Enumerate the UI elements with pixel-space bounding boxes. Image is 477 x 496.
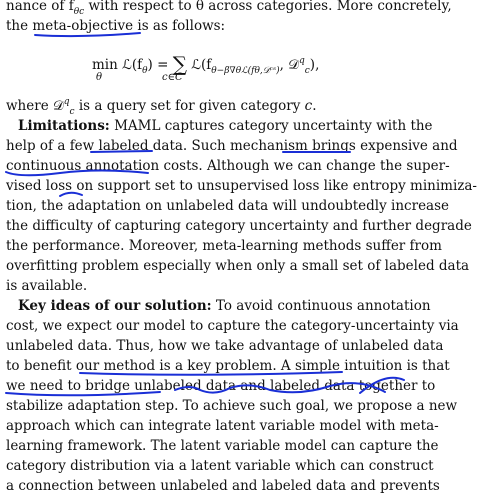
text-line: help of a few labeled data. Such mechanism brings expensive and (6, 138, 458, 154)
text-line: where 𝒟$^q_c$ is a query set for given category c. (6, 97, 317, 117)
limitations-line: Limitations: MAML captures category uncertainty with the (18, 118, 433, 134)
text-line: tion, the adaptation on unlabeled data will undoubtedly increase (6, 198, 450, 214)
text-line: is available. (6, 278, 88, 294)
text-line: approach which can integrate latent variable model with meta- (6, 418, 439, 434)
text-line: we need to bridge unlabeled data and labeled data together to (6, 378, 436, 394)
text-line: cost, we expect our model to capture the category-uncertainty via (6, 318, 459, 334)
text-line: to benefit our method is a key problem. A simple intuition is that (6, 358, 450, 374)
meta-objective-equation: $\min ℒ(f_\theta)$ = ∑ $ℒ(f_{\theta-\beta\nabla\theta ℒ(f\theta,𝒟ᶜˢ)}$, 𝒟$^q_c$), θ c∈C (92, 52, 320, 83)
key-ideas-heading: Key ideas of our solution: (18, 298, 212, 314)
limitations-heading: Limitations: (18, 118, 110, 134)
text-line: stabilize adaptation step. To achieve such goal, we propose a new (6, 398, 458, 414)
text-line: a connection between unlabeled and labeled data and prevents (6, 478, 440, 494)
key-ideas-line: Key ideas of our solution: To avoid continuous annotation (18, 298, 431, 314)
text-line: unlabeled data. Thus, how we take advantage of unlabeled data (6, 338, 444, 354)
text-line: the performance. Moreover, meta-learning methods suffer from (6, 238, 442, 254)
text-line: nance of $f_{\theta c}$ with respect to θ across categories. More concretely, (6, 0, 452, 17)
text-line: the meta-objective is as follows: (6, 18, 226, 34)
text-line: learning framework. The latent variable model can capture the (6, 438, 439, 454)
text-line: the difficulty of capturing category uncertainty and further degrade (6, 218, 472, 234)
text-line: overfitting problem especially when only a small set of labeled data (6, 258, 470, 274)
text-line: continuous annotation costs. Although we can change the super- (6, 158, 450, 174)
text-line: vised loss on support set to unsupervised loss like entropy minimiza- (6, 178, 477, 194)
text-line: category distribution via a latent variable which can construct (6, 458, 434, 474)
